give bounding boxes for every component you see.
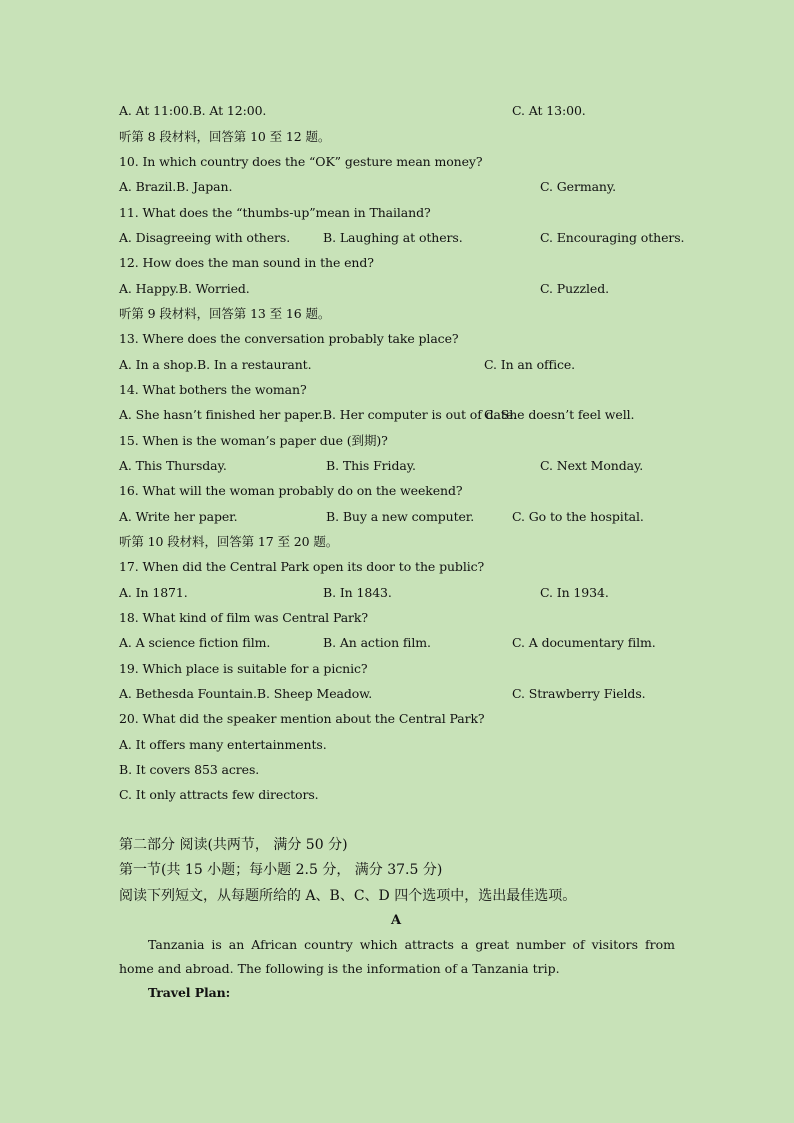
- option-ab: A. Brazil.B. Japan.: [119, 179, 233, 194]
- option-ab: A. Happy.B. Worried.: [119, 281, 250, 296]
- section9-heading: 听第 9 段材料，回答第 13 至 16 题。: [119, 306, 331, 321]
- question-text: 15. When is the woman’s paper due (到期)?: [119, 433, 388, 448]
- passage-intro: Tanzania is an African country which attracts a great number of visitors from home and abroad. The following is the information of a Tanzania trip.: [119, 937, 675, 976]
- option-ab: A. In a shop.B. In a restaurant.: [119, 357, 312, 372]
- question-text: 16. What will the woman probably do on the weekend?: [119, 483, 463, 498]
- option-c: C. A documentary film.: [512, 635, 656, 650]
- question-text: 10. In which country does the “OK” gesture mean money?: [119, 154, 483, 169]
- option-c: C. Puzzled.: [540, 281, 609, 296]
- passage-label: A: [391, 913, 401, 928]
- question-text: 12. How does the man sound in the end?: [119, 255, 374, 270]
- option-a: A. It offers many entertainments.: [119, 737, 327, 752]
- question-text: 14. What bothers the woman?: [119, 382, 307, 397]
- option-c: C. Go to the hospital.: [512, 509, 644, 524]
- option-c: C. It only attracts few directors.: [119, 787, 319, 802]
- option-b: B. In 1843.: [323, 585, 392, 600]
- option-c: C. In an office.: [484, 357, 576, 372]
- option-a: A. In 1871.: [119, 585, 188, 600]
- option-ab: A. Bethesda Fountain.B. Sheep Meadow.: [119, 686, 373, 701]
- part2-heading: 第二部分 阅读(共两节， 满分 50 分): [119, 837, 348, 853]
- question-text: 11. What does the “thumbs-up”mean in Thailand?: [119, 205, 431, 220]
- option-b: B. An action film.: [323, 635, 431, 650]
- option-c: C. Next Monday.: [540, 458, 644, 473]
- option-b: B. This Friday.: [326, 458, 416, 473]
- option-a: A. A science fiction film.: [119, 635, 271, 650]
- option-ab: A. She hasn’t finished her paper.B. Her computer is out of date.: [119, 407, 517, 422]
- section10-heading: 听第 10 段材料，回答第 17 至 20 题。: [119, 534, 339, 549]
- q9-option-ab: A. At 11:00.B. At 12:00.: [119, 103, 267, 118]
- option-a: A. This Thursday.: [119, 458, 227, 473]
- travel-plan-label: Travel Plan:: [148, 985, 231, 1000]
- section1-heading: 第一节(共 15 小题；每小题 2.5 分， 满分 37.5 分): [119, 862, 443, 878]
- option-c: C. Encouraging others.: [540, 230, 685, 245]
- option-c: C. Germany.: [540, 179, 617, 194]
- option-c: C. Strawberry Fields.: [512, 686, 646, 701]
- option-a: A. Disagreeing with others.: [119, 230, 291, 245]
- option-b: B. It covers 853 acres.: [119, 762, 260, 777]
- question-text: 18. What kind of film was Central Park?: [119, 610, 368, 625]
- question-text: 13. Where does the conversation probably take place?: [119, 331, 459, 346]
- option-c: C. In 1934.: [540, 585, 609, 600]
- option-b: B. Laughing at others.: [323, 230, 463, 245]
- question-text: 17. When did the Central Park open its door to the public?: [119, 559, 485, 574]
- section8-heading: 听第 8 段材料，回答第 10 至 12 题。: [119, 129, 331, 144]
- q9-option-c: C. At 13:00.: [512, 103, 586, 118]
- question-text: 19. Which place is suitable for a picnic?: [119, 661, 368, 676]
- question-text: 20. What did the speaker mention about the Central Park?: [119, 711, 485, 726]
- option-c: C. She doesn’t feel well.: [484, 407, 635, 422]
- option-a: A. Write her paper.: [119, 509, 238, 524]
- option-b: B. Buy a new computer.: [326, 509, 475, 524]
- reading-instructions: 阅读下列短文，从每题所给的 A、B、C、D 四个选项中，选出最佳选项。: [119, 888, 577, 904]
